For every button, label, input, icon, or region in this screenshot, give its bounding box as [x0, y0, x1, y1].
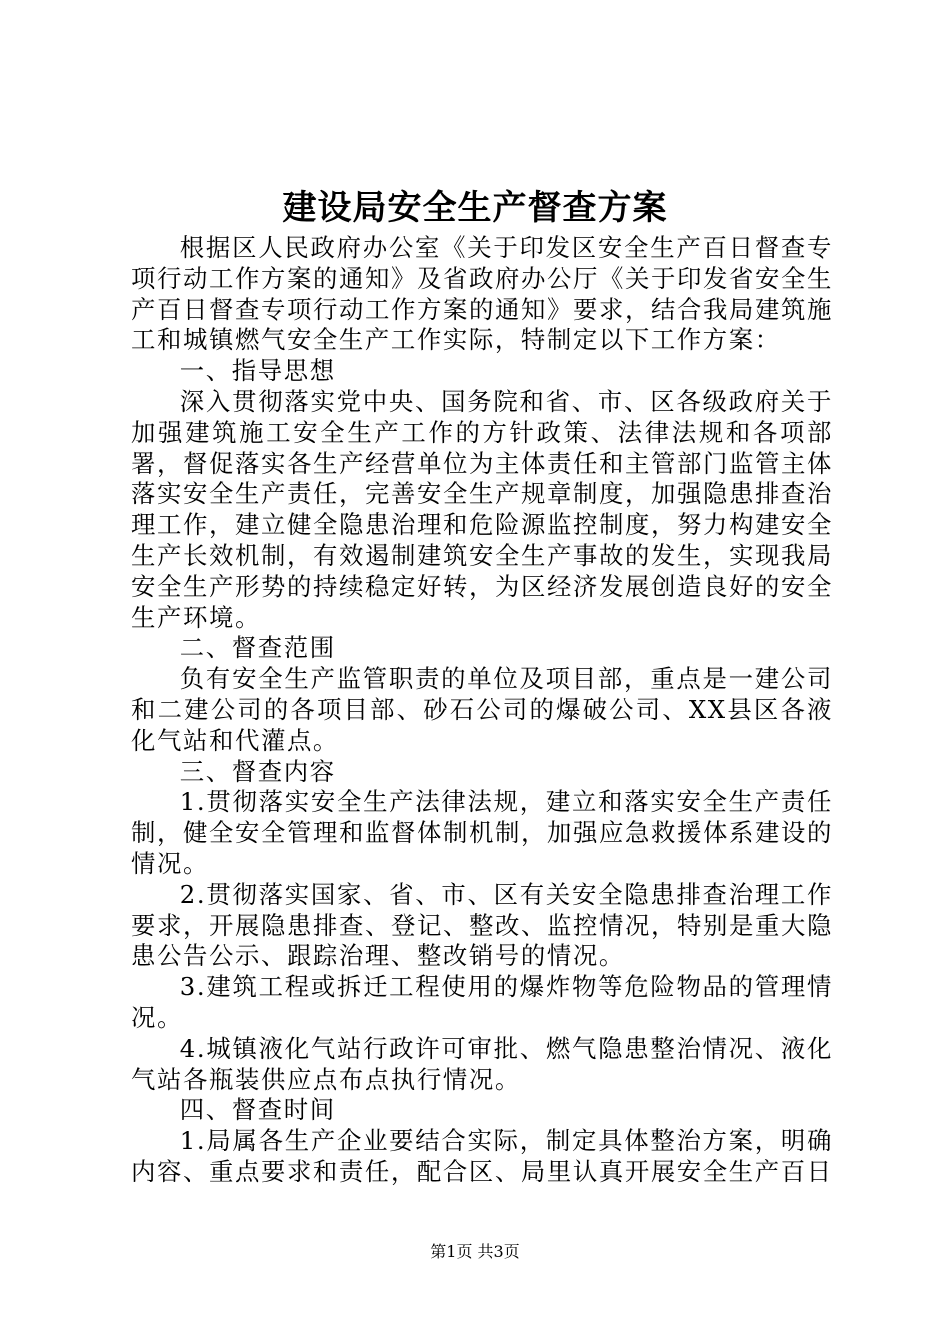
section-heading: 三、督查内容	[179, 756, 336, 786]
paragraph: 深入贯彻落实党中央、国务院和省、市、区各级政府关于加强建筑施工安全生产工作的方针政策、法律法规和各项部署，督促落实各生产经营单位为主体责任和主管部门监管主体落实安全生产责任，完善安全生产规章制度，加强隐患排查治理工作，建立健全隐患治理和危险源监控制度，努力构建安全生产长效机制，有效遏制建筑安全生产事故的发生，实现我局安全生产形势的持续稳定好转，为区经济发展创造良好的安全生产环境。	[131, 386, 833, 632]
page-number-footer: 第1页 共3页	[430, 1242, 520, 1261]
list-item: 4.城镇液化气站行政许可审批、燃气隐患整治情况、液化气站各瓶装供应点布点执行情况。	[131, 1033, 833, 1094]
section-heading: 四、督查时间	[179, 1095, 336, 1125]
paragraph-intro: 根据区人民政府办公室《关于印发区安全生产百日督查专项行动工作方案的通知》及省政府办公厅《关于印发省安全生产百日督查专项行动工作方案的通知》要求，结合我局建筑施工和城镇燃气安全生产工作实际，特制定以下工作方案：	[131, 233, 833, 355]
list-item: 3.建筑工程或拆迁工程使用的爆炸物等危险物品的管理情况。	[131, 972, 833, 1032]
list-item: 1.局属各生产企业要结合实际，制定具体整治方案，明确内容、重点要求和责任，配合区、局里认真开展安全生产百日	[131, 1126, 833, 1186]
list-item: 2.贯彻落实国家、省、市、区有关安全隐患排查治理工作要求，开展隐患排查、登记、整改、监控情况，特别是重大隐患公告公示、跟踪治理、整改销号的情况。	[131, 879, 833, 971]
document-title: 建设局安全生产督查方案	[282, 188, 668, 228]
list-item: 1.贯彻落实安全生产法律法规，建立和落实安全生产责任制，健全安全管理和监督体制机制，加强应急救援体系建设的情况。	[131, 787, 833, 878]
section-heading: 二、督查范围	[179, 633, 336, 663]
section-heading: 一、指导思想	[179, 356, 336, 386]
paragraph: 负有安全生产监管职责的单位及项目部，重点是一建公司和二建公司的各项目部、砂石公司的爆破公司、XX县区各液化气站和代灌点。	[131, 664, 833, 755]
document-body	[131, 233, 833, 1188]
